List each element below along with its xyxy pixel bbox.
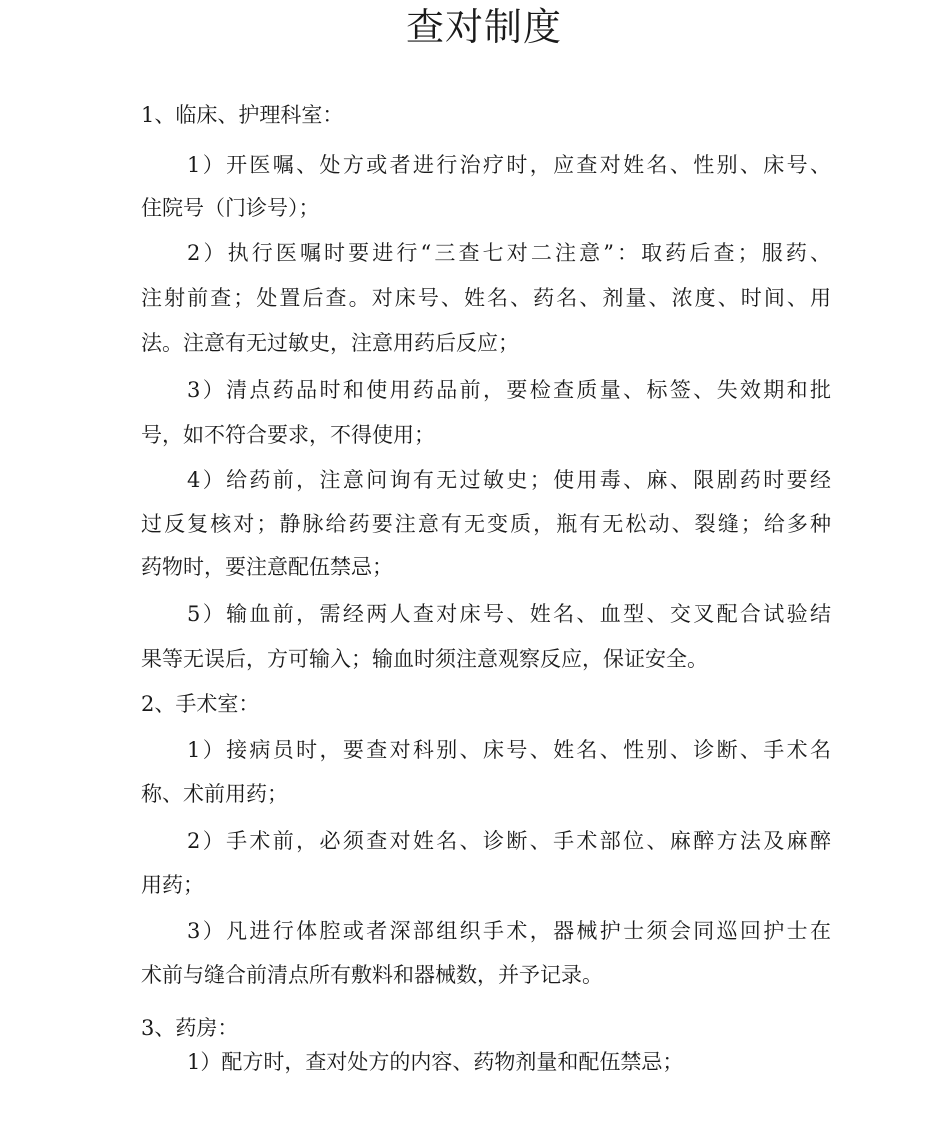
section-heading-clinical: 1、临床、护理科室： (141, 103, 344, 127)
section-heading-operating-room: 2、手术室： (141, 692, 260, 716)
paragraph-line: 住院号（门诊号）； (141, 196, 320, 220)
paragraph-line: 果等无误后，方可输入；输血时须注意观察反应，保证安全。 (141, 647, 708, 671)
paragraph-line: 2）手术前，必须查对姓名、诊断、手术部位、麻醉方法及麻醉 (187, 829, 831, 853)
paragraph-line: 3）清点药品时和使用药品前，要检查质量、标签、失效期和批 (187, 378, 831, 402)
paragraph-line: 药物时，要注意配伍禁忌； (141, 555, 393, 579)
paragraph-line: 1）接病员时，要查对科别、床号、姓名、性别、诊断、手术名 (187, 738, 831, 762)
section-heading-pharmacy: 3、药房： (141, 1016, 239, 1040)
paragraph-line: 2）执行医嘱时要进行“三查七对二注意”：取药后查；服药、 (187, 241, 831, 265)
paragraph-line: 5）输血前，需经两人查对床号、姓名、血型、交叉配合试验结 (187, 602, 831, 626)
paragraph-line: 1）配方时，查对处方的内容、药物剂量和配伍禁忌； (187, 1050, 684, 1074)
paragraph-line: 称、术前用药； (141, 782, 288, 806)
paragraph-line: 4）给药前，注意问询有无过敏史；使用毒、麻、限剧药时要经 (187, 468, 831, 492)
paragraph-line: 术前与缝合前清点所有敷料和器械数，并予记录。 (141, 963, 603, 987)
paragraph-line: 1）开医嘱、处方或者进行治疗时，应查对姓名、性别、床号、 (187, 153, 831, 177)
document-title: 查对制度 (405, 5, 562, 49)
paragraph-line: 3）凡进行体腔或者深部组织手术，器械护士须会同巡回护士在 (187, 919, 831, 943)
paragraph-line: 过反复核对；静脉给药要注意有无变质，瓶有无松动、裂缝；给多种 (141, 512, 831, 536)
paragraph-line: 法。注意有无过敏史，注意用药后反应； (141, 331, 519, 355)
paragraph-line: 用药； (141, 873, 204, 897)
paragraph-line: 号，如不符合要求，不得使用； (141, 423, 435, 447)
paragraph-line: 注射前查；处置后查。对床号、姓名、药名、剂量、浓度、时间、用 (141, 286, 831, 310)
